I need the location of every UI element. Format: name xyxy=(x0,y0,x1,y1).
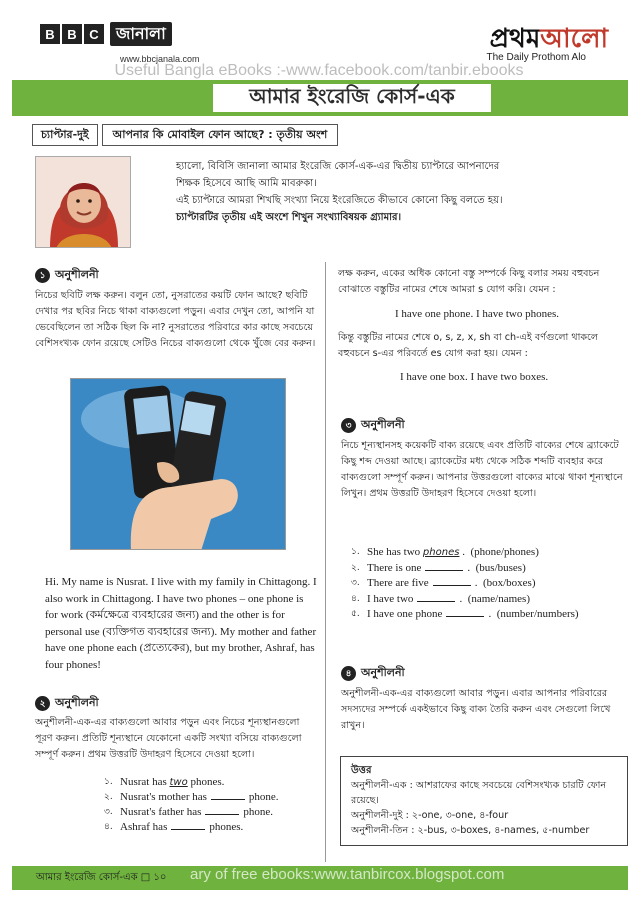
section-4-text: অনুশীলনী-এক-এর বাক্যগুলো আবার পড়ুন। এবার আপনার পরিবারের সদস্যদের সম্পর্কে একইভাবে কিছু বাক্য তৈরি করুন এবং সেগুলো লিখে রাখুন। xyxy=(341,688,611,731)
section-number: ১ xyxy=(35,268,50,283)
bbc-letter: B xyxy=(40,24,60,44)
item-number: ১. xyxy=(104,777,113,787)
item-hint: (phone/phones) xyxy=(470,546,539,558)
plural-example: I have one phone. I have two phones. xyxy=(395,308,560,320)
item-number: ৫. xyxy=(351,609,360,619)
section-title: অনুশীলনী xyxy=(361,418,405,431)
item-hint: (number/numbers) xyxy=(496,608,579,620)
exercise-item xyxy=(104,775,279,790)
section-title: অনুশীলনী xyxy=(361,666,405,679)
blank-field[interactable] xyxy=(425,561,463,571)
exercise-item xyxy=(351,576,579,592)
section-number: ২ xyxy=(35,696,50,711)
answers-box xyxy=(340,756,628,846)
bbc-url: www.bbcjanala.com xyxy=(120,54,200,64)
blank-field[interactable] xyxy=(205,805,239,815)
item-text: Nusrat's mother has xyxy=(120,791,207,803)
exercise-item xyxy=(104,805,279,820)
es-example: I have one box. I have two boxes. xyxy=(400,371,549,383)
intro-text xyxy=(176,158,616,226)
item-text: There are five xyxy=(367,577,429,589)
exercise-item xyxy=(104,790,279,805)
item-number: ২. xyxy=(104,792,113,802)
item-hint: (bus/buses) xyxy=(475,561,526,574)
item-text: . xyxy=(459,592,463,605)
watermark: Useful Bangla eBooks :-www.facebook.com/tanbir.ebooks xyxy=(114,62,524,79)
footer-label xyxy=(36,870,166,887)
bbc-janala-logo xyxy=(40,22,172,46)
prothom-subtitle: The Daily Prothom Alo xyxy=(486,52,586,63)
exercise-item xyxy=(104,820,279,835)
section-number: ৪ xyxy=(341,666,356,681)
section-title: অনুশীলনী xyxy=(55,268,99,281)
section-2-text: অনুশীলনী-এক-এর বাক্যগুলো আবার পড়ুন এবং নিচের শূন্যস্থানগুলো পূরণ করুন। প্রতিটি শূন্যস্থানে যেকোনো একটি সংখ্যা বসিয়ে বাক্যগুলো সম্পূর্ণ করুন। প্রথম উত্তরটি উদাহরণ হিসেবে দেওয়া হলো। xyxy=(35,717,302,760)
exercise-item xyxy=(351,545,579,561)
item-number: ১. xyxy=(351,547,360,557)
teacher-photo xyxy=(35,156,131,248)
answer-line: অনুশীলনী-এক : আশরাফের কাছে সবচেয়ে বেশিসংখ্যক চারটি ফোন রয়েছে। xyxy=(351,780,607,806)
item-hint: (name/names) xyxy=(467,592,530,605)
section-1-heading xyxy=(35,266,99,285)
section-1-text: নিচের ছবিটি লক্ষ করুন। বলুন তো, নুসরাতের কয়টি ফোন আছে? ছবিটি দেখার পর ছবির নিচে থাকা বাক্যগুলো পড়ুন। এবার দেখুন তো, আপনি যা ভেবেছিলেন তা সঠিক ছিল কি না? নুসরাতের পরিবারে কার কাছে সবচেয়ে বেশিসংখ্যক ফোন রয়েছে সেটিও নিচের বাক্যগুলো থেকে খুঁজে বের করুন। xyxy=(35,290,316,349)
section-4-heading xyxy=(341,664,405,683)
intro-line: শিক্ষক হিসেবে আছি আমি মাবরুকা। xyxy=(176,178,317,189)
intro-line: চ্যাপ্টারটির তৃতীয় এই অংশে শিখুন সংখ্যাবিষয়ক গ্র্যামার। xyxy=(176,212,402,223)
answer-line: অনুশীলনী-দুই : ২-one, ৩-one, ৪-four xyxy=(351,810,509,821)
bbc-letter: B xyxy=(62,24,82,44)
blank-field[interactable] xyxy=(417,592,455,602)
item-text: . xyxy=(467,561,471,574)
item-text: . xyxy=(474,577,478,589)
prothom-logo-accent: আলো xyxy=(540,24,608,54)
blank-field[interactable] xyxy=(433,576,471,586)
section-number: ৩ xyxy=(341,418,356,433)
title-bar xyxy=(12,80,628,116)
prothom-logo-main: প্রথম xyxy=(489,24,541,54)
section-2-heading xyxy=(35,694,99,713)
filled-answer: phones xyxy=(422,547,460,558)
janala-label: জানালা xyxy=(110,22,172,46)
blank-field[interactable] xyxy=(211,790,245,800)
es-rule-text: কিন্তু বস্তুটির নামের শেষে o, s, z, x, sh বা ch-এই বর্ণগুলো থাকলে বহুবচনে s-এর পরিবর্তে es যোগ করা হয়। যেমন : xyxy=(338,332,599,359)
item-text: phone. xyxy=(243,806,274,818)
footer-watermark: ary of free ebooks:www.tanbircox.blogspot.com xyxy=(190,866,505,883)
section-3-heading xyxy=(341,416,405,435)
item-hint: (box/boxes) xyxy=(482,577,536,589)
chapter-tag: চ্যাপ্টার-দুই xyxy=(32,124,98,146)
item-text: Nusrat's father has xyxy=(120,806,202,818)
answer-line: অনুশীলনী-তিন : ২-bus, ৩-boxes, ৪-names, ৫-number xyxy=(351,825,590,836)
item-text: . xyxy=(488,608,492,620)
answers-title: উত্তর xyxy=(351,765,372,776)
section-2-exercises xyxy=(104,775,279,835)
page-icon: □ xyxy=(140,872,151,883)
item-text: Nusrat has xyxy=(120,776,167,788)
intro-line: হ্যালো, বিবিসি জানালা আমার ইংরেজি কোর্স-এক-এর দ্বিতীয় চ্যাপ্টারে আপনাদের xyxy=(176,161,500,172)
mobile-phones-icon xyxy=(71,379,286,550)
chapter-title: আপনার কি মোবাইল ফোন আছে? : তৃতীয় অংশ xyxy=(102,124,339,146)
plural-rule-text: লক্ষ করুন, একের অধিক কোনো বস্তু সম্পর্কে কিছু বলার সময় বহুবচন বোঝাতে বস্তুটির নামের শেষে আমরা s যোগ করি। যেমন : xyxy=(338,268,600,295)
item-number: ৩. xyxy=(104,807,113,817)
blank-field[interactable] xyxy=(446,607,484,617)
exercise-item xyxy=(351,607,579,623)
teacher-portrait-icon xyxy=(36,157,131,248)
item-number: ৪. xyxy=(104,822,113,832)
blank-field[interactable] xyxy=(171,820,205,830)
item-text: Ashraf has xyxy=(120,821,168,833)
page-title: আমার ইংরেজি কোর্স-এক xyxy=(212,83,492,113)
intro-line: এই চ্যাপ্টারে আমরা শিখছি সংখ্যা নিয়ে ইংরেজিতে কীভাবে কোনো কিছু বলতে হয়। xyxy=(176,195,503,206)
section-3-exercises xyxy=(351,545,579,623)
item-text: I have one phone xyxy=(367,608,443,620)
item-text: phones. xyxy=(190,776,225,788)
chapter-row xyxy=(32,124,338,146)
item-text: phones. xyxy=(209,821,244,833)
section-3-text: নিচে শূন্যস্থানসহ কয়েকটি বাক্য রয়েছে এবং প্রতিটি বাক্যের শেষে ব্র্যাকেটে কিছু শব্দ দেওয়া আছে। ব্র্যাকেটের মধ্য থেকে সঠিক শব্দটি ব্যবহার করে বাক্যগুলো সম্পূর্ণ করুন। আপনার উত্তরগুলো বাক্যের মাঝে থাকা শূন্যস্থানে লিখুন। প্রথম উত্তরটি উদাহরণ হিসেবে দেওয়া হলো। xyxy=(341,440,623,499)
item-number: ২. xyxy=(351,562,360,573)
exercise-item xyxy=(351,561,579,577)
item-text: There is one xyxy=(367,561,422,574)
nusrat-story: Hi. My name is Nusrat. I live with my family in Chittagong. I also work in Chittagong. I have two phones – one phone is for work (কর্মক্ষেত্রে ব্যবহারের জন্য) and the other is for personal use (ব্যক্তিগত ব্যবহারের জন্য). My mother and father have one phone each (প্রত্যেকের), but my brother, Ashraf, has four phones! xyxy=(45,576,317,671)
item-text: phone. xyxy=(248,791,279,803)
item-number: ৪. xyxy=(351,593,360,604)
item-text: She has two xyxy=(367,546,421,558)
filled-answer: two xyxy=(169,777,188,788)
phones-photo xyxy=(70,378,286,550)
item-number: ৩. xyxy=(351,578,360,588)
footer-course: আমার ইংরেজি কোর্স-এক xyxy=(36,872,138,883)
exercise-item xyxy=(351,592,579,608)
page-number: ১০ xyxy=(153,872,167,883)
item-text: I have two xyxy=(367,592,414,605)
bbc-letter: C xyxy=(84,24,104,44)
item-text: . xyxy=(462,546,465,558)
section-title: অনুশীলনী xyxy=(55,696,99,709)
column-divider xyxy=(325,262,326,862)
